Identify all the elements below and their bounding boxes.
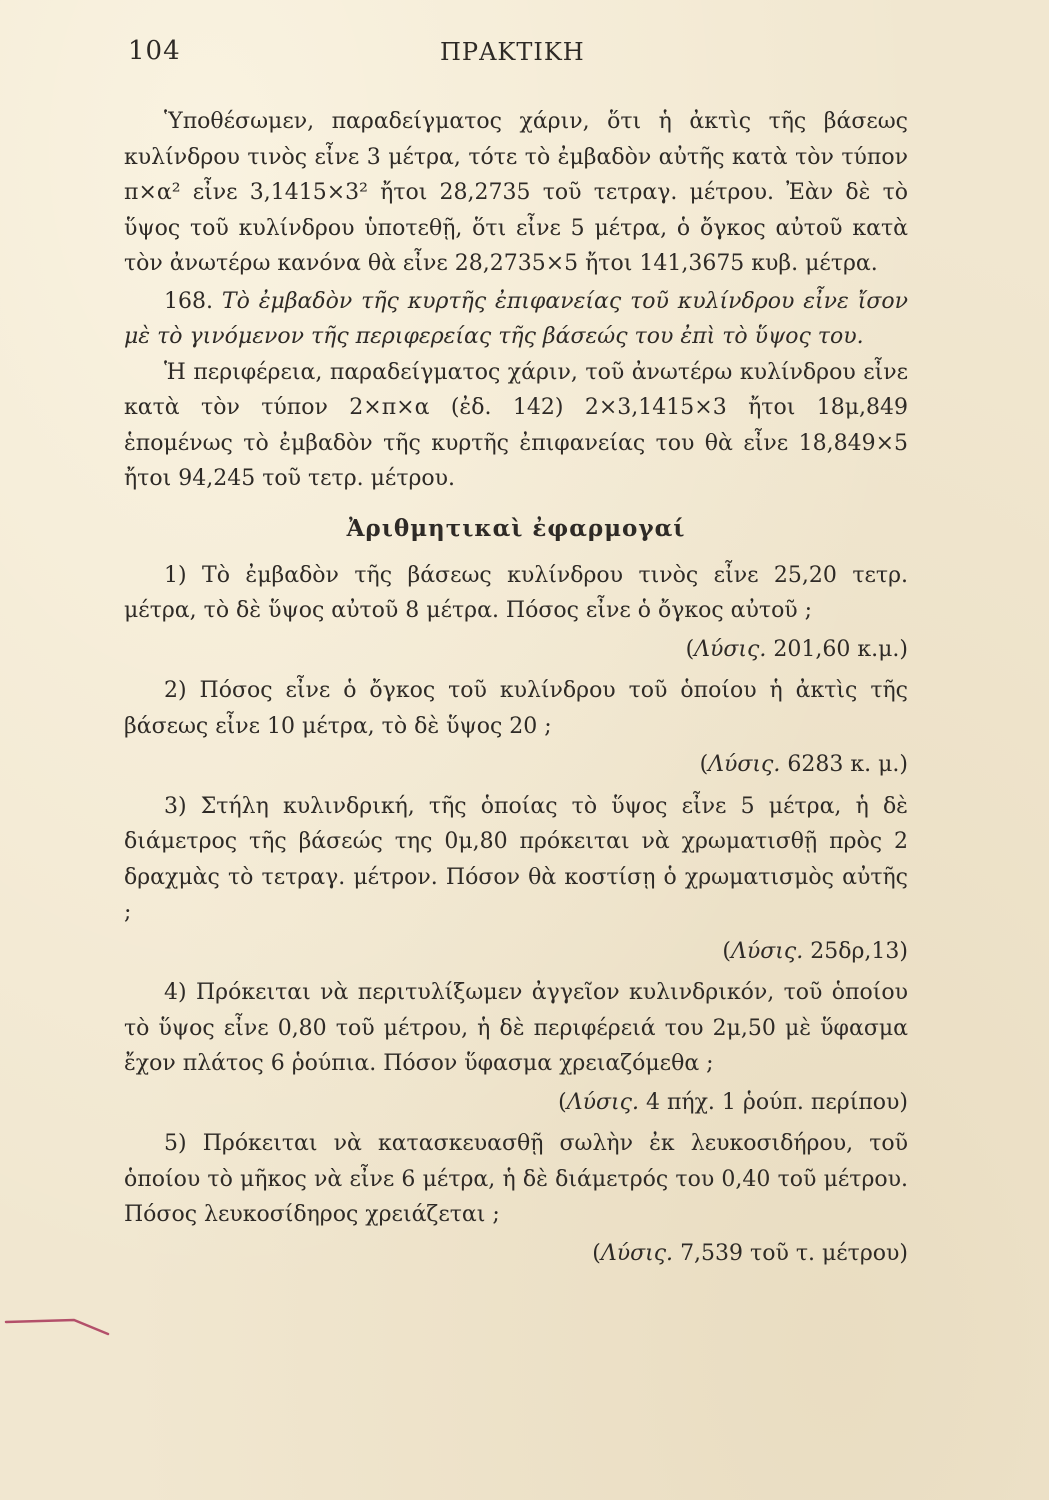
theorem-text: Τὸ ἐμβαδὸν τῆς κυρτῆς ἐπιφανείας τοῦ κυλίνδρου εἶνε ἴσον μὲ τὸ γινόμενον τῆς περιφερείας τῆς βάσεώς του ἐπὶ τὸ ὕψος του.	[124, 288, 908, 349]
exercise-answer: (Λύσις. 201,60 κ.μ.)	[685, 636, 908, 662]
exercise-question: 1) Τὸ ἐμβαδὸν τῆς βάσεως κυλίνδρου τινὸς εἶνε 25,20 τετρ. μέτρα, τὸ δὲ ὕψος αὐτοῦ 8 μέτρα. Πόσος εἶνε ὁ ὄγκος αὐτοῦ ;	[124, 562, 908, 623]
theorem-number: 168.	[164, 288, 213, 314]
exercise-item	[124, 1126, 908, 1271]
body-text	[124, 104, 908, 1275]
exercise-question: 5) Πρόκειται νὰ κατασκευασθῇ σωλὴν ἐκ λευκοσιδήρου, τοῦ ὁποίου τὸ μῆκος νὰ εἶνε 6 μέτρα, ἡ δὲ διάμετρός του 0,40 τοῦ μέτρου. Πόσος λευκοσίδηρος χρειάζεται ;	[124, 1131, 908, 1227]
answer-value: 7,539 τοῦ τ. μέτρου	[680, 1240, 900, 1266]
pencil-stroke	[6, 1320, 108, 1334]
answer-value: 25δρ,13	[810, 938, 900, 964]
exercise-item	[124, 673, 908, 783]
pencil-mark	[4, 1300, 114, 1340]
running-title: ΠΡΑΚΤΙΚΗ	[440, 38, 585, 66]
answer-value: 6283 κ. μ.	[787, 752, 900, 777]
exercise-answer: (Λύσις. 25δρ,13)	[722, 938, 908, 964]
exercise-question: 4) Πρόκειται νὰ περιτυλίξωμεν ἀγγεῖον κυλινδρικόν, τοῦ ὁποίου τὸ ὕψος εἶνε 0,80 τοῦ μέτρου, ἡ δὲ περιφέρειά του 2μ,50 μὲ ὕφασμα ἔχον πλάτος 6 ῥούπια. Πόσον ὕφασμα χρειαζόμεθα ;	[124, 980, 908, 1076]
section-heading: Ἀριθμητικαὶ ἐφαρμογαί	[346, 514, 686, 542]
exercise-item	[124, 789, 908, 970]
answer-label: Λύσις.	[694, 636, 767, 662]
intro-paragraph: Ὑποθέσωμεν, παραδείγματος χάριν, ὅτι ἡ ἀκτὶς τῆς βάσεως κυλίνδρου τινὸς εἶνε 3 μέτρα, τότε τὸ ἐμβαδὸν αὐτῆς κατὰ τὸν τύπον π×α² εἶνε 3,1415×3² ἤτοι 28,2735 τοῦ τετραγ. μέτρου. Ἐὰν δὲ τὸ ὕψος τοῦ κυλίνδρου ὑποτεθῇ, ὅτι εἶνε 5 μέτρα, ὁ ὄγκος αὐτοῦ κατὰ τὸν ἀνωτέρω κανόνα θὰ εἶνε 28,2735×5 ἤτοι 141,3675 κυβ. μέτρα.	[124, 109, 908, 276]
exercise-answer: (Λύσις. 7,539 τοῦ τ. μέτρου)	[592, 1240, 908, 1266]
exercise-item	[124, 975, 908, 1120]
answer-label: Λύσις.	[708, 752, 781, 777]
theorem-example: Ἡ περιφέρεια, παραδείγματος χάριν, τοῦ ἀνωτέρω κυλίνδρου εἶνε κατὰ τὸν τύπον 2×π×α (ἐδ. 142) 2×3,1415×3 ἤτοι 18μ,849 ἑπομένως τὸ ἐμβαδὸν τῆς κυρτῆς ἐπιφανείας του θὰ εἶνε 18,849×5 ἤτοι 94,245 τοῦ τετρ. μέτρου.	[124, 359, 908, 491]
exercise-item	[124, 558, 908, 668]
exercise-list	[124, 558, 908, 1272]
exercise-answer: (Λύσις. 4 πήχ. 1 ῥούπ. περίπου)	[558, 1089, 908, 1115]
theorem-168	[124, 284, 908, 355]
answer-value: 4 πήχ. 1 ῥούπ. περίπου	[645, 1089, 900, 1115]
answer-label: Λύσις.	[600, 1240, 674, 1266]
page-number: 104	[128, 36, 181, 66]
exercise-answer: (Λύσις. 6283 κ. μ.)	[699, 752, 908, 777]
exercise-question: 3) Στήλη κυλινδρική, τῆς ὁποίας τὸ ὕψος εἶνε 5 μέτρα, ἡ δὲ διάμετρος τῆς βάσεώς της 0μ,80 πρόκειται νὰ χρωματισθῇ πρὸς 2 δραχμὰς τὸ τετραγ. μέτρον. Πόσον θὰ κοστίσῃ ὁ χρωματισμὸς αὐτῆς ;	[124, 793, 908, 925]
answer-label: Λύσις.	[566, 1089, 639, 1115]
answer-label: Λύσις.	[731, 938, 804, 964]
exercise-question: 2) Πόσος εἶνε ὁ ὄγκος τοῦ κυλίνδρου τοῦ ὁποίου ἡ ἀκτὶς τῆς βάσεως εἶνε 10 μέτρα, τὸ δὲ ὕψος 20 ;	[124, 678, 908, 739]
answer-value: 201,60 κ.μ.	[773, 636, 900, 662]
